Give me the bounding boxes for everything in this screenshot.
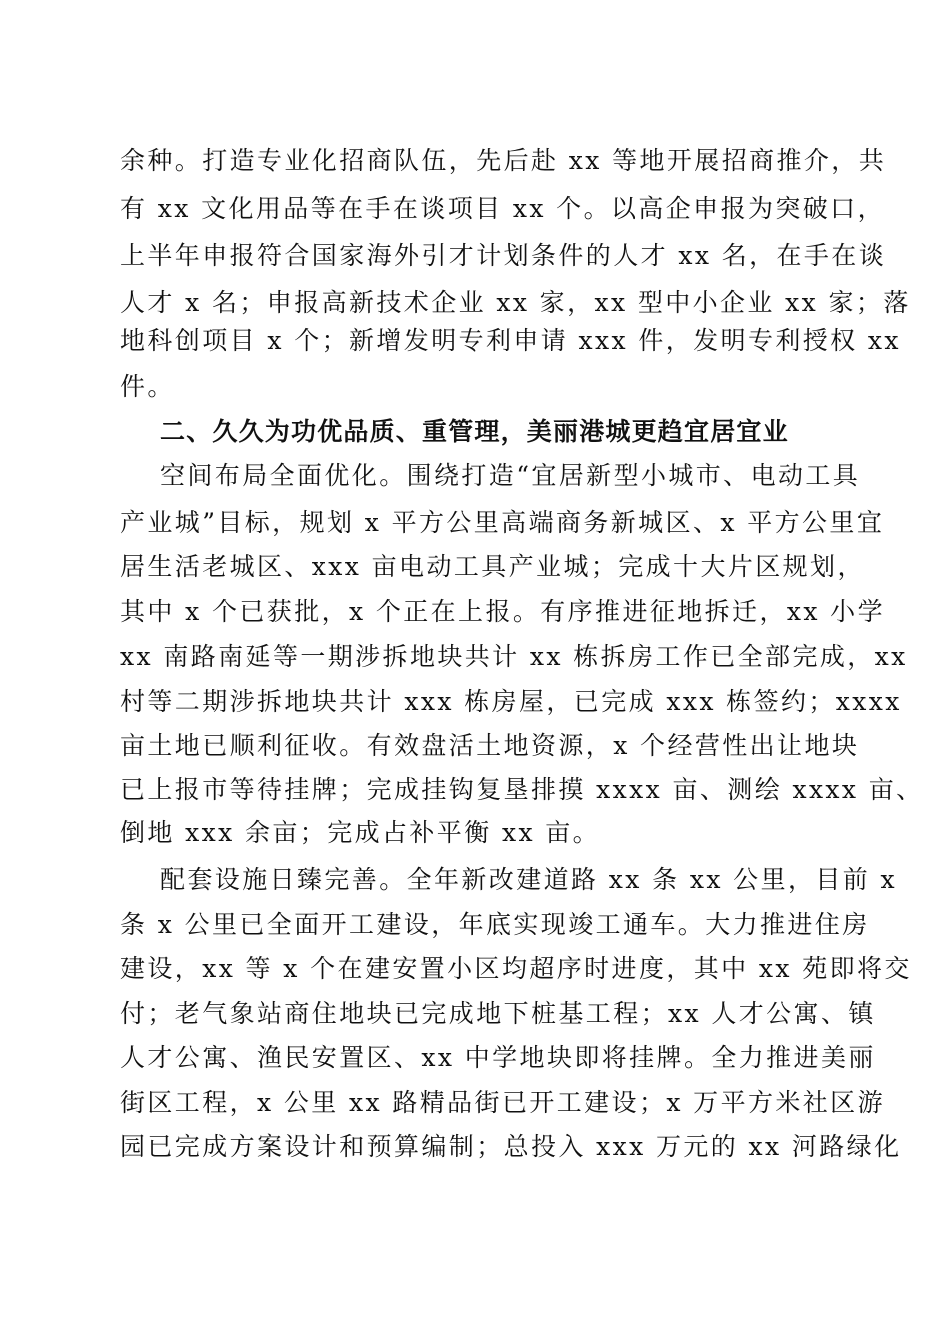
body-text-line: 倒地 xxx 余亩；完成占补平衡 xx 亩。 — [120, 818, 601, 847]
body-text-line: 园已完成方案设计和预算编制；总投入 xxx 万元的 xx 河路绿化 — [120, 1132, 902, 1161]
body-text-line: 村等二期涉拆地块共计 xxx 栋房屋，已完成 xxx 栋签约；xxxx — [120, 687, 902, 716]
body-text-line: 有 xx 文化用品等在手在谈项目 xx 个。以高企申报为突破口， — [120, 194, 885, 223]
paragraph-first-line: 空间布局全面优化。围绕打造“宜居新型小城市、电动工具 — [160, 461, 861, 490]
section-heading: 二、久久为功优品质、重管理，美丽港城更趋宜居宜业 — [160, 417, 789, 446]
body-text-line: 人才 x 名；申报高新技术企业 xx 家，xx 型中小企业 xx 家；落 — [120, 288, 911, 317]
body-text-line: 街区工程，x 公里 xx 路精品街已开工建设；x 万平方米社区游 — [120, 1088, 885, 1117]
body-text-line: 上半年申报符合国家海外引才计划条件的人才 xx 名，在手在谈 — [120, 241, 887, 270]
body-text-line: 居生活老城区、xxx 亩电动工具产业城；完成十大片区规划， — [120, 552, 865, 581]
body-text-line: 产业城”目标，规划 x 平方公里高端商务新城区、x 平方公里宜 — [120, 508, 885, 537]
body-text-line: 建设，xx 等 x 个在建安置小区均超序时进度，其中 xx 苑即将交 — [120, 954, 912, 983]
body-text-line: 地科创项目 x 个；新增发明专利申请 xxx 件，发明专利授权 xx — [120, 326, 901, 355]
body-text-line: 件。 — [120, 372, 175, 401]
body-text-line: 其中 x 个已获批，x 个正在上报。有序推进征地拆迁，xx 小学 — [120, 597, 885, 626]
body-text-line: 余种。打造专业化招商队伍，先后赴 xx 等地开展招商推介，共 — [120, 146, 887, 175]
body-text-line: 已上报市等待挂牌；完成挂钩复垦排摸 xxxx 亩、测绘 xxxx 亩、 — [120, 775, 924, 804]
body-text-line: 人才公寓、渔民安置区、xx 中学地块即将挂牌。全力推进美丽 — [120, 1043, 876, 1072]
body-text-line: xx 南路南延等一期涉拆地块共计 xx 栋拆房工作已全部完成，xx — [120, 642, 908, 671]
body-text-line: 亩土地已顺利征收。有效盘活土地资源，x 个经营性出让地块 — [120, 731, 860, 760]
body-text-line: 付；老气象站商住地块已完成地下桩基工程；xx 人才公寓、镇 — [120, 999, 876, 1028]
paragraph-first-line: 配套设施日臻完善。全年新改建道路 xx 条 xx 公里，目前 x — [160, 865, 898, 894]
body-text-line: 条 x 公里已全面开工建设，年底实现竣工通车。大力推进住房 — [120, 910, 870, 939]
